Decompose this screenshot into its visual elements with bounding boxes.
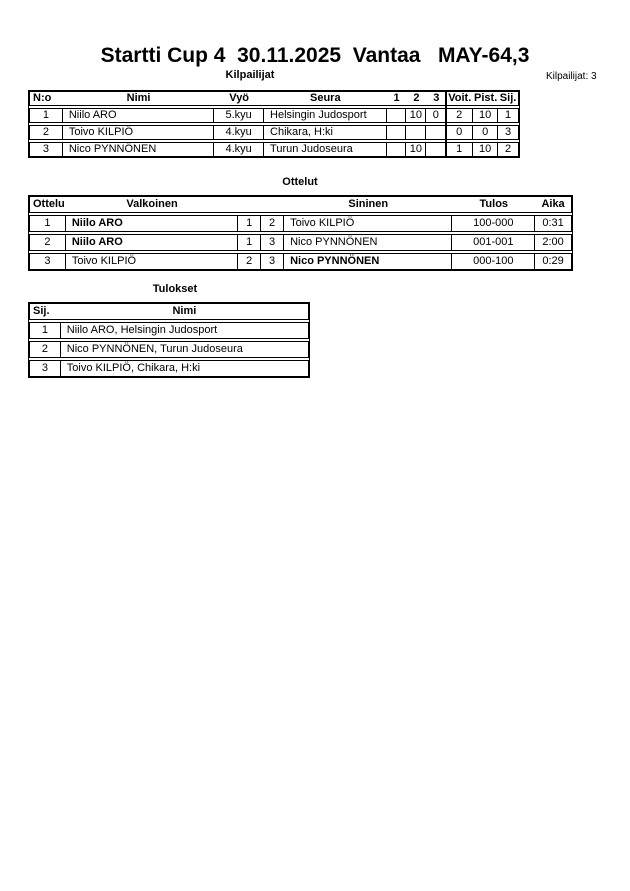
cell-nimi: Toivo KILPIÖ — [63, 126, 214, 139]
competitors-count: Kilpailijat: 3 — [546, 71, 597, 82]
cell-match3 — [426, 143, 446, 156]
cell-white-number: 1 — [238, 216, 261, 231]
cell-place: 3 — [30, 361, 61, 376]
cell-result: 000-100 — [452, 254, 535, 269]
section-title-ottelut: Ottelut — [282, 176, 318, 188]
cell-no: 3 — [30, 143, 63, 156]
cell-time: 2:00 — [542, 236, 564, 248]
col-header-nimi: Nimi — [126, 92, 151, 104]
match-row — [29, 234, 572, 251]
cell-white-player: Niilo ARO — [66, 235, 238, 250]
cell-name: Niilo ARO, Helsingin Judosport — [66, 324, 218, 336]
cell-result: 100-000 — [452, 216, 535, 231]
cell-match-number: 3 — [30, 254, 66, 269]
col-header-nimi: Nimi — [172, 305, 197, 317]
cell-white-player: Toivo KILPIÖ — [66, 254, 238, 269]
col-header-ottelu: Ottelu — [33, 198, 65, 210]
col-header-no: N:o — [33, 92, 52, 104]
tulokset-table — [28, 302, 310, 378]
cell-match1 — [387, 109, 407, 122]
cell-match2 — [406, 126, 426, 139]
cell-vyo: 4.kyu — [214, 143, 264, 156]
cell-nimi: Nico PYNNÖNEN — [63, 143, 214, 156]
cell-no: 1 — [30, 109, 63, 122]
col-header-aika: Aika — [541, 198, 565, 210]
cell-sij: 1 — [504, 109, 512, 121]
col-header-voit: Voit. — [448, 92, 472, 104]
section-title-kilpailijat: Kilpailijat — [225, 69, 275, 81]
cell-voit: 0 — [446, 126, 473, 139]
col-header-sininen: Sininen — [348, 198, 389, 210]
cell-match2: 10 — [406, 109, 426, 122]
cell-match2: 10 — [406, 143, 426, 156]
cell-name: Nico PYNNÖNEN, Turun Judoseura — [66, 343, 243, 355]
cell-place: 2 — [30, 342, 61, 357]
cell-vyo: 5.kyu — [214, 109, 264, 122]
cell-match1 — [387, 143, 407, 156]
cell-nimi: Niilo ARO — [63, 109, 214, 122]
result-row — [29, 322, 309, 339]
col-header-valkoinen: Valkoinen — [126, 198, 178, 210]
cell-seura: Helsingin Judosport — [264, 109, 387, 122]
cell-match-number: 1 — [30, 216, 66, 231]
cell-blue-player: Nico PYNNÖNEN — [284, 235, 452, 250]
page-title: Startti Cup 4 30.11.2025 Vantaa MAY-64,3 — [100, 44, 530, 67]
cell-match1 — [387, 126, 407, 139]
match-row — [29, 215, 572, 232]
result-row — [29, 360, 309, 377]
kilpailijat-table — [28, 90, 520, 158]
cell-seura: Chikara, H:ki — [264, 126, 387, 139]
col-header-pist: Pist. — [474, 92, 498, 104]
cell-blue-number: 2 — [261, 216, 284, 231]
cell-blue-player: Nico PYNNÖNEN — [284, 254, 452, 269]
tulokset-header-row — [29, 303, 309, 320]
col-header-vyo: Vyö — [229, 92, 250, 104]
cell-seura: Turun Judoseura — [264, 143, 387, 156]
cell-name: Toivo KILPIÖ, Chikara, H:ki — [66, 362, 201, 374]
cell-blue-player: Toivo KILPIÖ — [284, 216, 452, 231]
col-header-sij: Sij. — [499, 92, 517, 104]
col-header-blue-number — [261, 197, 284, 212]
col-header-white-number — [238, 197, 261, 212]
cell-white-player: Niilo ARO — [66, 216, 238, 231]
col-header-match1: 1 — [393, 92, 400, 104]
col-header-tulos: Tulos — [479, 198, 509, 210]
col-header-match3: 3 — [433, 92, 440, 104]
col-header-match2: 2 — [413, 92, 420, 104]
cell-pist: 10 — [473, 143, 498, 156]
result-row — [29, 341, 309, 358]
cell-no: 2 — [30, 126, 63, 139]
cell-pist: 10 — [473, 109, 498, 122]
thick-column-divider — [445, 91, 447, 157]
cell-white-number: 1 — [238, 235, 261, 250]
cell-blue-number: 3 — [261, 254, 284, 269]
cell-result: 001-001 — [452, 235, 535, 250]
cell-time: 0:29 — [542, 255, 564, 267]
cell-time: 0:31 — [542, 217, 564, 229]
cell-pist: 0 — [473, 126, 498, 139]
ottelut-table — [28, 195, 573, 271]
cell-white-number: 2 — [238, 254, 261, 269]
col-header-sij: Sij. — [33, 305, 50, 317]
cell-sij: 3 — [504, 126, 512, 138]
cell-match3 — [426, 126, 446, 139]
cell-blue-number: 3 — [261, 235, 284, 250]
cell-vyo: 4.kyu — [214, 126, 264, 139]
ottelut-header-row — [29, 196, 572, 213]
match-row — [29, 253, 572, 270]
cell-match-number: 2 — [30, 235, 66, 250]
col-header-seura: Seura — [310, 92, 341, 104]
cell-match3: 0 — [426, 109, 446, 122]
section-title-tulokset: Tulokset — [152, 283, 198, 295]
cell-sij: 2 — [504, 143, 512, 155]
cell-voit: 2 — [446, 109, 473, 122]
cell-place: 1 — [30, 323, 61, 338]
cell-voit: 1 — [446, 143, 473, 156]
